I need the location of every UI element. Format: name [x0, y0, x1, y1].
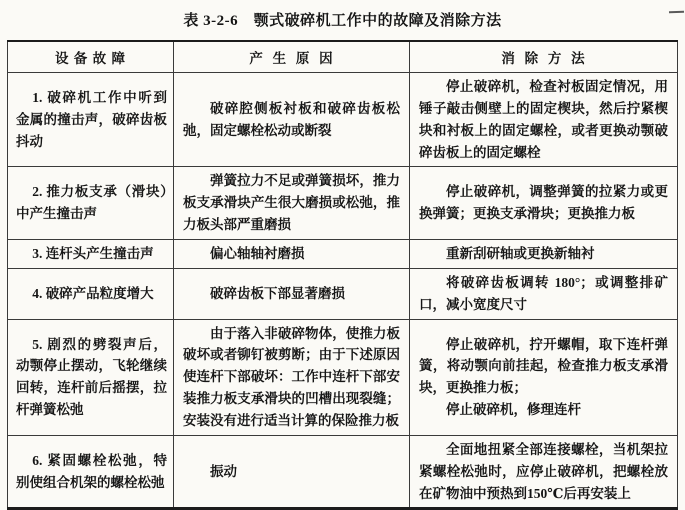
remedy-cell: [410, 240, 678, 269]
cause-cell: [174, 73, 410, 167]
table-row: [8, 73, 678, 167]
cause-text: 振动: [210, 463, 237, 479]
table-title: 表 3-2-6 颚式破碎机工作中的故障及消除方法: [183, 13, 502, 29]
table-row: [8, 240, 678, 269]
fault-text: 2. 推力板支承（滑块）中产生撞击声: [16, 184, 167, 222]
cause-cell: [174, 240, 410, 269]
cause-cell: [174, 167, 410, 240]
header-remedy: 消 除 方 法: [410, 41, 678, 73]
fault-cell: [8, 167, 174, 240]
cause-cell: [174, 319, 410, 435]
header-row: [8, 41, 678, 73]
cause-text: 破碎腔侧板衬板和破碎齿板松弛，固定螺栓松动或断裂: [183, 100, 400, 138]
remedy-cell: [410, 167, 678, 240]
cause-text: 破碎齿板下部显著磨损: [210, 285, 345, 301]
fault-cell: [8, 73, 174, 167]
fault-cell: [8, 268, 174, 319]
remedy-paragraph: 停止破碎机，检查衬板固定情况，用锤子敲击侧壁上的固定楔块，然后拧紧楔块和衬板上的固定螺栓，或者更换动颚破碎齿板上的固定螺栓: [419, 79, 668, 160]
table-row: [8, 435, 678, 509]
table-row: [8, 319, 678, 435]
remedy-cell: [410, 268, 678, 319]
fault-text: 3. 连杆头产生撞击声: [32, 246, 154, 262]
fault-text: 6. 紧固螺栓松弛，特别使组合机架的螺栓松弛: [16, 452, 167, 490]
cause-text: 由于落入非破碎物体，使推力板破坏或者铆钉被剪断；由于下述原因使连杆下部破坏：工作中连杆下部安装推力板支承滑块的凹槽出现裂缝；安装没有进行适当计算的保险推力板: [183, 325, 400, 429]
remedy-paragraph: 将破碎齿板调转 180°；或调整排矿口，减小宽度尺寸: [419, 274, 668, 312]
remedy-paragraph: 全面地扭紧全部连接螺栓，当机架拉紧螺栓松弛时，应停止破碎机，把螺栓放在矿物油中预热到150℃后再安装上: [419, 441, 668, 501]
remedy-cell: [410, 435, 678, 509]
fault-text: 5. 剧烈的劈裂声后，动颚停止摆动，飞轮继续回转，连杆前后摇摆，拉杆弹簧松弛: [16, 336, 167, 418]
cause-cell: [174, 435, 410, 509]
cause-text: 弹簧拉力不足或弹簧损坏，推力板支承滑块产生很大磨损或松弛，推力板头部严重磨损: [183, 173, 400, 233]
remedy-paragraph: 停止破碎机，修理连杆: [446, 402, 581, 418]
fault-remedy-table: [7, 40, 678, 510]
fault-text: 1. 破碎机工作中听到金属的撞击声，破碎齿板抖动: [16, 89, 167, 149]
remedy-cell: [410, 73, 678, 167]
remedy-paragraph: 停止破碎机，拧开螺帽，取下连杆弹簧，将动颚向前挂起，检查推力板支承滑块，更换推力板；: [419, 336, 668, 396]
table-row: [8, 167, 678, 240]
fault-cell: [8, 319, 174, 435]
cause-text: 偏心轴轴衬磨损: [210, 246, 305, 262]
table-row: [8, 268, 678, 319]
remedy-paragraph: 停止破碎机，调整弹簧的拉紧力或更换弹簧；更换支承滑块；更换推力板: [419, 184, 668, 222]
fault-cell: [8, 435, 174, 509]
remedy-cell: [410, 319, 678, 435]
remedy-paragraph: 重新刮研轴或更换新轴衬: [446, 246, 595, 262]
fault-text: 4. 破碎产品粒度增大: [32, 285, 154, 301]
header-cause: 产 生 原 因: [174, 41, 410, 73]
fault-cell: [8, 240, 174, 269]
cause-cell: [174, 268, 410, 319]
header-fault: 设 备 故 障: [8, 41, 174, 73]
